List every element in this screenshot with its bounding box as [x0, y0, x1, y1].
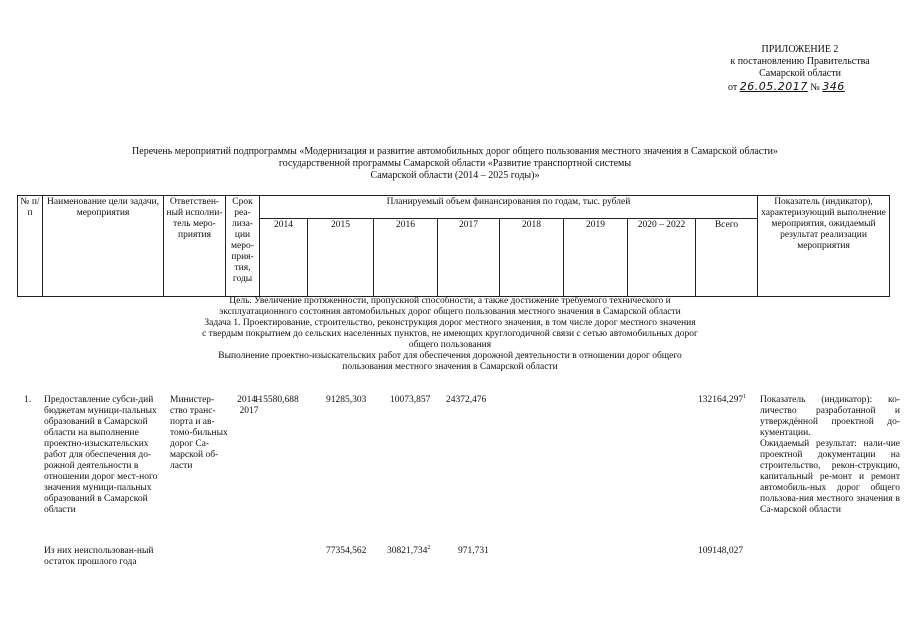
- goal-line-2: эксплуатационного состояния автомобильных дорог общего пользования местного значения в Самарской области: [219, 307, 681, 317]
- header-year-2020-2022: 2020 – 2022: [628, 219, 696, 297]
- appendix-title: ПРИЛОЖЕНИЕ 2: [761, 44, 839, 55]
- row-1-activity-name: Предоставление субси-дий бюджетам муници-пальных образований в Самарской области на выполнение проектно-изыскательских работ для обеспечения до-рожной деятельности в отношении дорог мест-ного значения муници-пальных образований в Самарской области: [44, 395, 158, 515]
- task-line-2: с твердым покрытием до сельских населенных пунктов, не имеющих круглогодичной связи с сетью автомобильных дорог: [202, 329, 698, 339]
- row-1-value-2016: 10073,857: [390, 395, 431, 405]
- goal-line-1: Цель. Увеличение протяженности, пропускной способности, а также достижение требуемого технического и: [229, 296, 671, 306]
- row-1-executor: Министер-ство транс-порта и ав-томо-бильных дорог Са-марской об-ласти: [170, 395, 228, 471]
- appendix-resolution: к постановлению Правительства: [730, 56, 870, 67]
- header-executor: Ответствен-ный исполни-тель меро-приятия: [164, 196, 226, 297]
- task-line-1: Задача 1. Проектирование, строительство, реконструкция дорог местного значения, в том числе дорог местного значения: [204, 318, 696, 328]
- goal-section: [120, 296, 780, 373]
- row-2-value-2016-text: 30821,734: [387, 546, 428, 556]
- task-line-3: общего пользования: [408, 340, 492, 350]
- handwritten-number: 346: [822, 80, 845, 93]
- footnote-2-marker: 2: [427, 544, 431, 551]
- header-year-2015: 2015: [308, 219, 374, 297]
- header-year-2016: 2016: [374, 219, 438, 297]
- handwritten-date: 26.05.2017: [739, 80, 808, 93]
- activity-heading-2: пользования местного значения в Самарской области: [342, 362, 558, 372]
- footnote-1-marker: 1: [743, 393, 747, 400]
- activity-heading-1: Выполнение проектно-изыскательских работ для обеспечения дорожной деятельности в отношении дорог общего: [218, 351, 682, 361]
- row-1-indicator-text: Показатель (индикатор): ко-личество разработанной и утверждённой проектной до-кументации.: [760, 395, 900, 438]
- number-sign: №: [810, 82, 820, 93]
- header-year-2018: 2018: [500, 219, 564, 297]
- row-1-value-2017: 24372,476: [446, 395, 487, 405]
- row-2-unused-balance: Из них неиспользован-ный остаток прошлого года: [44, 546, 154, 567]
- row-1-value-2014: 115580,688: [254, 395, 299, 405]
- row-1-indicator: [760, 395, 900, 516]
- row-2-value-2016: [387, 546, 430, 557]
- row-1-expected-result: Ожидаемый результат: нали-чие проектной документации на строительство, рекон-струкцию, капитальный ре-монт и ремонт автомобиль-ных дорог общего пользова-ния местного значения в Са-марской области: [760, 439, 900, 515]
- header-name: Наименование цели задачи, мероприятия: [43, 196, 164, 297]
- header-total: Всего: [696, 219, 758, 297]
- row-1-total-value: 132164,297: [698, 395, 744, 405]
- header-indicator: Показатель (индикатор), характеризующий выполнение мероприятия, ожидаемый результат реализации мероприятия: [758, 196, 890, 297]
- header-year-2014: 2014: [260, 219, 308, 297]
- appendix-date-line: [728, 80, 888, 95]
- title-line-1: Перечень мероприятий подпрограммы «Модернизация и развитие автомобильных дорог общего пользования местного значения в Самарской области»: [132, 146, 778, 157]
- title-line-2: государственной программы Самарской области «Развитие транспортной системы: [278, 158, 632, 169]
- document-title: [60, 146, 850, 182]
- header-year-2017: 2017: [438, 219, 500, 297]
- header-term: Срок реа-лиза-ции меро-прия-тия, годы: [226, 196, 260, 297]
- header-funding: Планируемый объем финансирования по годам, тыс. рублей: [260, 196, 758, 219]
- row-2-value-2017: 971,731: [458, 546, 489, 556]
- row-1-number: 1.: [24, 395, 32, 405]
- title-line-3: Самарской области (2014 – 2025 годы)»: [370, 170, 540, 181]
- row-1-value-2015: 91285,303: [326, 395, 367, 405]
- row-1-term: 2014– 2017: [237, 395, 261, 416]
- header-num: № п/п: [18, 196, 43, 297]
- row-2-value-2015: 77354,562: [326, 546, 367, 556]
- appendix-region: Самарской области: [759, 68, 841, 79]
- appendix-header: [700, 44, 900, 80]
- date-prefix: от: [728, 82, 738, 93]
- row-2-total: 109148,027: [698, 546, 744, 556]
- row-1-total: [698, 395, 746, 406]
- funding-table-header: [17, 195, 890, 297]
- header-year-2019: 2019: [564, 219, 628, 297]
